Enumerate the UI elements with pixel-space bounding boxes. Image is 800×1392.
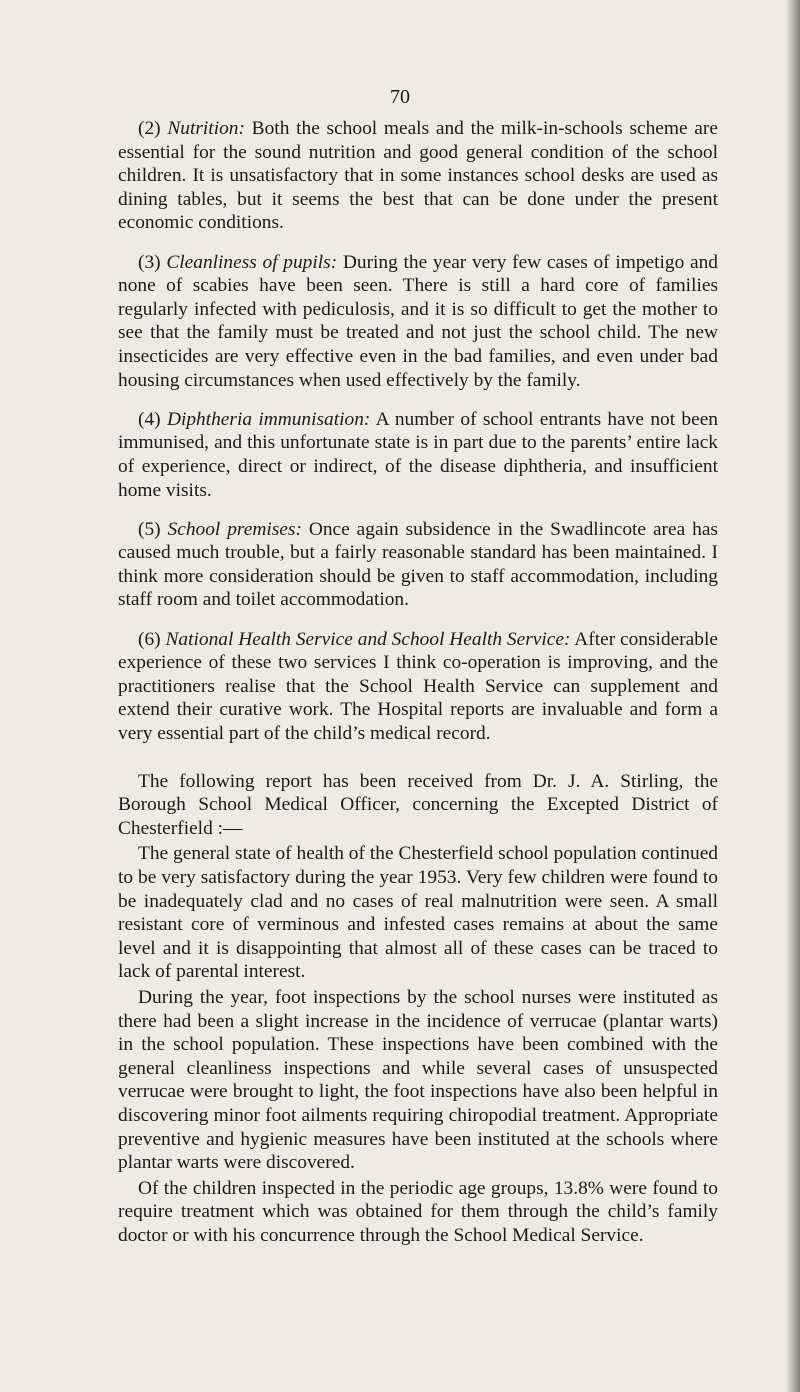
section-text: After considerable experience of these two services I think co-operation is improving, and the practitioners realise that the School Health Service can supplement and extend their curative work. The Hospital reports are invaluable and form a very essential part of the child’s medical record. xyxy=(118,628,718,745)
document-body xyxy=(118,117,718,1248)
page-number: 70 xyxy=(390,86,410,108)
section-number: (5) xyxy=(138,518,161,540)
section-health-service xyxy=(118,628,718,746)
section-text: A number of school entrants have not been immunised, and this unfortunate state is in part due to the parents’ entire lack of experience, direct or indirect, of the disease diphtheria, and insufficient home visits. xyxy=(118,408,719,501)
section-heading: School premises: xyxy=(167,518,302,540)
section-heading: Cleanliness of pupils: xyxy=(166,251,338,273)
section-number: (2) xyxy=(138,118,161,139)
section-diphtheria xyxy=(118,408,718,502)
section-number: (6) xyxy=(138,628,161,650)
section-number: (4) xyxy=(138,408,161,430)
report-intro: The following report has been received from Dr. J. A. Stirling, the Borough School Medical Officer, concerning the Excepted District of Chesterfield :— xyxy=(118,770,718,839)
section-cleanliness xyxy=(118,251,718,393)
report-paragraph: During the year, foot inspections by the school nurses were instituted as there had been a slight increase in the incidence of verrucae (plantar warts) in the school population. These inspections have been combined with the general cleanliness inspections and while several cases of unsuspected verrucae were brought to light, the foot inspections have also been helpful in discovering minor foot ailments requiring chiropodial treatment. Appropriate preventive and hygienic measures have been instituted at the schools where plantar warts were discovered. xyxy=(118,986,718,1174)
section-school-premises xyxy=(118,518,718,612)
report-paragraph: Of the children inspected in the periodic age groups, 13.8% were found to require treatment which was obtained for them through the child’s family doctor or with his concurrence through the School Medical Service. xyxy=(118,1177,718,1246)
section-nutrition xyxy=(118,117,718,235)
section-heading: Nutrition: xyxy=(167,118,245,139)
section-number: (3) xyxy=(138,251,161,273)
section-heading: Diphtheria immunisation: xyxy=(166,408,371,430)
section-text: During the year very few cases of impetigo and none of scabies have been seen. There is still a hard core of families regularly infected with pediculosis, and it is so difficult to get the mother to see that the family must be treated and not just the school child. The new insecticides are very effective even in the bad families, and even under bad housing circumstances when used effectively by the family. xyxy=(118,251,718,391)
section-heading: National Health Service and School Health Service: xyxy=(165,628,571,650)
page-edge-shadow xyxy=(786,0,800,1392)
section-text: Both the school meals and the milk-in-schools scheme are essential for the sound nutrition and good general condition of the school children. It is unsatisfactory that in some instances school desks are used as dining tables, but it seems the best that can be done under the present economic conditions. xyxy=(118,118,718,234)
section-text: Once again subsidence in the Swadlincote area has caused much trouble, but a fairly reasonable standard has been maintained. I think more consideration should be given to staff accommodation, including staff room and toilet accommodation. xyxy=(118,518,718,611)
report-paragraph: The general state of health of the Chesterfield school population continued to be very satisfactory during the year 1953. Very few children were found to be inadequately clad and no cases of real malnutrition were seen. A small resistant core of verminous and infested cases remains at about the same level and it is disappointing that almost all of these cases can be traced to lack of parental interest. xyxy=(118,843,718,983)
